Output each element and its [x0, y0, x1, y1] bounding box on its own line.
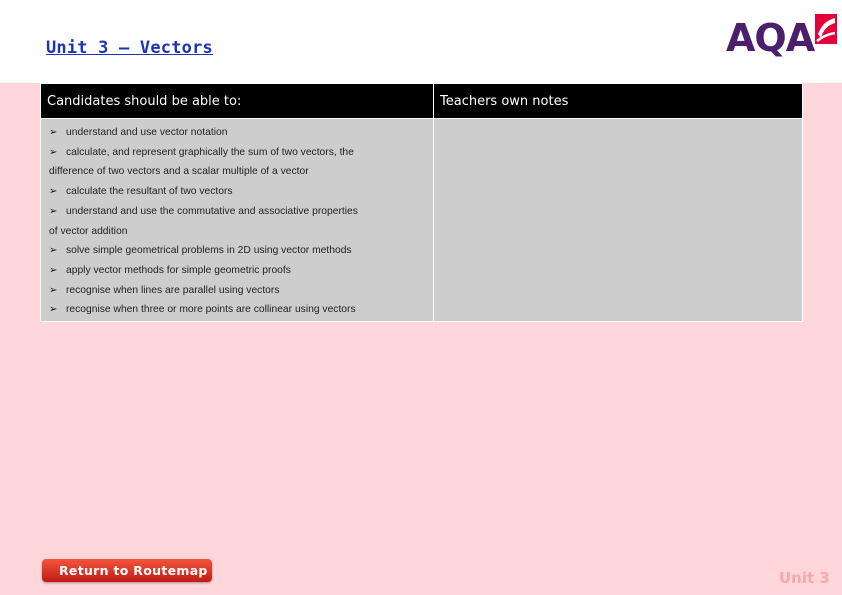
notes-header: Teachers own notes: [434, 84, 803, 119]
arrow-bullet-icon: ➢: [49, 146, 58, 158]
table-header-row: [41, 84, 803, 119]
table-row: [41, 119, 803, 322]
arrow-bullet-icon: ➢: [49, 127, 58, 138]
list-item: ➢ apply vector methods for simple geometric proofs: [49, 261, 427, 281]
aqa-swoosh-icon: [815, 14, 837, 44]
list-item: ➢ understand and use vector notation: [49, 123, 427, 143]
arrow-bullet-icon: ➢: [49, 284, 58, 296]
list-item: ➢ calculate the resultant of two vectors: [49, 182, 427, 202]
objectives-list: [49, 123, 427, 320]
arrow-bullet-icon: ➢: [49, 205, 58, 217]
list-item-continuation: difference of two vectors and a scalar multiple of a vector: [49, 166, 309, 178]
list-item-continuation: of vector addition: [49, 225, 128, 237]
list-item: ➢ solve simple geometrical problems in 2D using vector methods: [49, 241, 427, 261]
arrow-bullet-icon: ➢: [49, 264, 58, 276]
teacher-notes-cell[interactable]: [434, 119, 803, 322]
page-header: [0, 0, 842, 83]
logo-text: AQA: [726, 16, 815, 60]
specification-table: [40, 83, 803, 322]
arrow-bullet-icon: ➢: [49, 245, 58, 257]
aqa-logo: [726, 14, 838, 62]
arrow-bullet-icon: ➢: [49, 304, 58, 316]
list-item: ➢ calculate, and represent graphically the sum of two vectors, the: [49, 143, 427, 163]
candidates-header: Candidates should be able to:: [41, 84, 434, 119]
unit-label: Unit 3: [779, 569, 830, 587]
arrow-bullet-icon: ➢: [49, 186, 58, 198]
list-item: ➢ recognise when lines are parallel using vectors: [49, 281, 427, 301]
list-item: ➢ recognise when three or more points are collinear using vectors: [49, 300, 427, 320]
page-title: Unit 3 – Vectors: [46, 38, 213, 58]
list-item: ➢ understand and use the commutative and associative properties: [49, 202, 427, 222]
objectives-cell: [41, 119, 434, 322]
return-to-routemap-button[interactable]: Return to Routemap: [42, 559, 212, 582]
